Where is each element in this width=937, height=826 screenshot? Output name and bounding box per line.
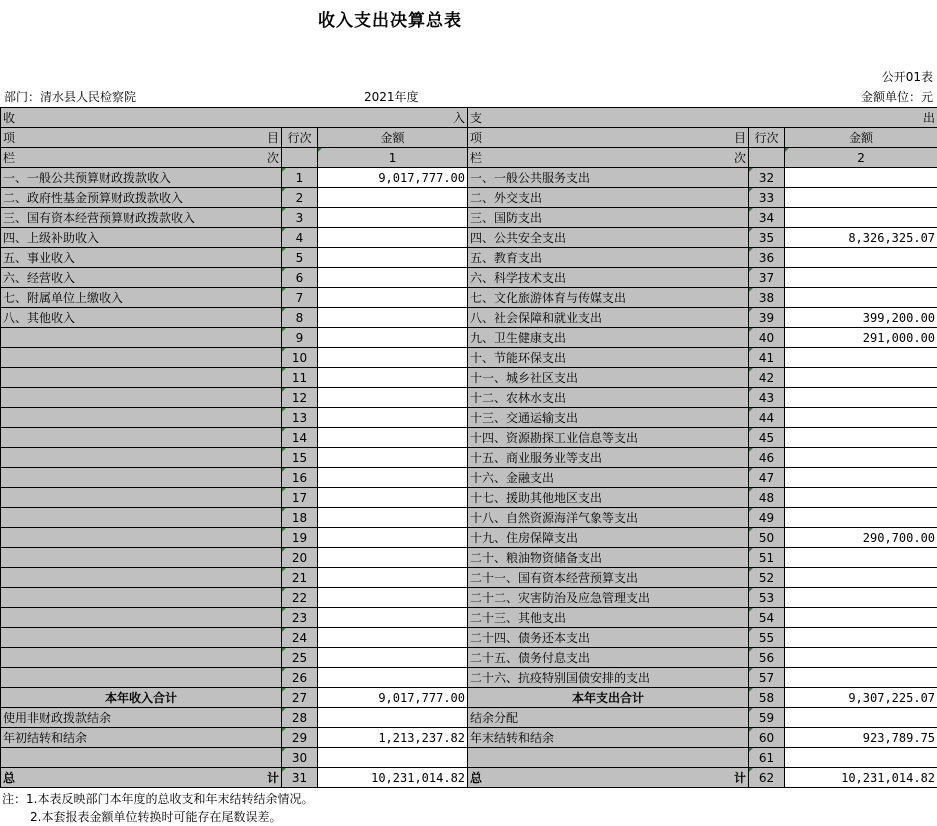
expense-rowno-cell: 40 (749, 328, 785, 348)
income-rowno-cell: 30 (282, 748, 318, 768)
income-item-cell (1, 388, 282, 408)
footnote-1: 注：1.本表反映部门本年度的总收支和年末结转结余情况。 (2, 792, 314, 806)
income-rowno-cell: 29 (282, 728, 318, 748)
expense-item-cell: 年末结转和结余 (468, 728, 749, 748)
total-left: 总 (470, 770, 483, 785)
expense-rowno-cell: 47 (749, 468, 785, 488)
report-meta (0, 88, 937, 106)
income-item-cell (1, 508, 282, 528)
expense-rowno-cell: 52 (749, 568, 785, 588)
income-item-cell: 八、其他收入 (1, 308, 282, 328)
expense-rowno-header: 行次 (749, 128, 785, 148)
table-row (1, 628, 937, 648)
expense-amount-cell (785, 548, 937, 568)
income-rowno-cell: 9 (282, 328, 318, 348)
income-amount-cell (318, 268, 468, 288)
income-amount-cell (318, 608, 468, 628)
table-row (1, 708, 937, 728)
expense-amount-cell (785, 488, 937, 508)
income-subtotal-rowno: 27 (282, 688, 318, 708)
income-rowno-header: 行次 (282, 128, 318, 148)
header-row-columns (1, 148, 937, 168)
expense-amount-cell (785, 748, 937, 768)
income-rowno-cell: 23 (282, 608, 318, 628)
table-footer (1, 688, 937, 708)
column-header-left: 栏 (470, 150, 483, 165)
item-header-left: 项 (3, 130, 16, 145)
income-rowno-cell: 11 (282, 368, 318, 388)
income-amount-cell (318, 428, 468, 448)
expense-item-cell: 二十六、抗疫特别国债安排的支出 (468, 668, 749, 688)
income-amount-cell (318, 448, 468, 468)
income-item-cell: 七、附属单位上缴收入 (1, 288, 282, 308)
expense-rowno-cell: 33 (749, 188, 785, 208)
income-amount-cell (318, 628, 468, 648)
income-rowno-cell: 17 (282, 488, 318, 508)
table-row (1, 728, 937, 748)
income-item-cell (1, 568, 282, 588)
expense-item-cell: 结余分配 (468, 708, 749, 728)
table-row (1, 388, 937, 408)
total-row (1, 768, 937, 788)
expense-subtotal-rowno: 58 (749, 688, 785, 708)
income-rowno-cell: 19 (282, 528, 318, 548)
income-expense-table (0, 107, 937, 788)
income-amount-cell (318, 328, 468, 348)
income-item-cell (1, 548, 282, 568)
income-rowno-cell: 8 (282, 308, 318, 328)
income-amount-cell (318, 748, 468, 768)
expense-rowno-cell: 48 (749, 488, 785, 508)
income-item-cell (1, 348, 282, 368)
expense-rowno-cell: 38 (749, 288, 785, 308)
header-row-items (1, 128, 937, 148)
income-item-cell (1, 408, 282, 428)
income-item-cell (1, 468, 282, 488)
income-rowno-cell: 1 (282, 168, 318, 188)
expense-amount-cell (785, 368, 937, 388)
subtotal-row (1, 688, 937, 708)
expense-amount-cell (785, 588, 937, 608)
income-amount-cell (318, 308, 468, 328)
table-row (1, 408, 937, 428)
income-item-cell (1, 528, 282, 548)
income-total-amount: 10,231,014.82 (318, 768, 468, 788)
income-amount-header: 金额 (318, 128, 468, 148)
income-header-left: 收 (3, 110, 16, 125)
fiscal-year: 2021年度 (364, 90, 419, 104)
expense-total-rowno: 62 (749, 768, 785, 788)
table-row (1, 488, 937, 508)
income-amount-cell (318, 648, 468, 668)
expense-amount-cell: 8,326,325.07 (785, 228, 937, 248)
income-item-cell: 五、事业收入 (1, 248, 282, 268)
income-header-right: 入 (453, 110, 466, 125)
column-header-right: 次 (266, 150, 279, 165)
expense-amount-cell: 291,000.00 (785, 328, 937, 348)
table-row (1, 668, 937, 688)
income-item-cell: 四、上级补助收入 (1, 228, 282, 248)
income-item-cell: 二、政府性基金预算财政拨款收入 (1, 188, 282, 208)
table-row (1, 288, 937, 308)
income-item-cell (1, 588, 282, 608)
expense-rowno-cell: 56 (749, 648, 785, 668)
expense-item-cell: 九、卫生健康支出 (468, 328, 749, 348)
expense-rowno-cell: 39 (749, 308, 785, 328)
expense-rowno-cell: 50 (749, 528, 785, 548)
income-column-header (1, 148, 282, 168)
table-row (1, 188, 937, 208)
income-item-cell (1, 368, 282, 388)
table-row (1, 588, 937, 608)
table-row (1, 168, 937, 188)
income-amount-cell (318, 208, 468, 228)
expense-rowno-cell: 35 (749, 228, 785, 248)
income-rowno-cell: 26 (282, 668, 318, 688)
expense-item-cell: 二、外交支出 (468, 188, 749, 208)
income-total-label (1, 768, 282, 788)
expense-subtotal-label: 本年支出合计 (468, 688, 749, 708)
income-amount-cell (318, 228, 468, 248)
table-row (1, 368, 937, 388)
income-amount-cell (318, 408, 468, 428)
table-row (1, 508, 937, 528)
expense-rowno-cell: 46 (749, 448, 785, 468)
income-amount-cell (318, 588, 468, 608)
header-row-income-expense (1, 108, 937, 128)
income-rowno-cell: 14 (282, 428, 318, 448)
income-item-cell: 使用非财政拨款结余 (1, 708, 282, 728)
expense-amount-cell (785, 208, 937, 228)
expense-column-header (468, 148, 749, 168)
income-rowno-cell: 4 (282, 228, 318, 248)
expense-rowno-cell: 43 (749, 388, 785, 408)
income-rowno-cell: 21 (282, 568, 318, 588)
expense-item-cell: 十六、金融支出 (468, 468, 749, 488)
income-item-cell (1, 428, 282, 448)
income-rowno-cell: 24 (282, 628, 318, 648)
expense-rowno-cell: 42 (749, 368, 785, 388)
income-item-cell (1, 668, 282, 688)
income-rowno-cell: 7 (282, 288, 318, 308)
table-tail (1, 708, 937, 768)
income-item-cell (1, 748, 282, 768)
table-row (1, 308, 937, 328)
expense-item-cell: 一、一般公共服务支出 (468, 168, 749, 188)
expense-amount-cell (785, 388, 937, 408)
income-item-cell: 三、国有资本经营预算财政拨款收入 (1, 208, 282, 228)
table-row (1, 468, 937, 488)
income-amount-cell (318, 248, 468, 268)
expense-header-right: 出 (923, 110, 936, 125)
income-item-cell: 年初结转和结余 (1, 728, 282, 748)
expense-amount-cell (785, 668, 937, 688)
expense-rowno-cell: 60 (749, 728, 785, 748)
expense-column-blank (749, 148, 785, 168)
expense-item-cell: 三、国防支出 (468, 208, 749, 228)
expense-item-cell: 十、节能环保支出 (468, 348, 749, 368)
expense-item-cell: 四、公共安全支出 (468, 228, 749, 248)
expense-subtotal-amount: 9,307,225.07 (785, 688, 937, 708)
expense-item-cell (468, 748, 749, 768)
income-item-cell (1, 628, 282, 648)
table-row (1, 328, 937, 348)
income-rowno-cell: 18 (282, 508, 318, 528)
income-subtotal-label: 本年收入合计 (1, 688, 282, 708)
income-rowno-cell: 10 (282, 348, 318, 368)
expense-amount-cell (785, 348, 937, 368)
income-item-cell (1, 328, 282, 348)
income-item-header (1, 128, 282, 148)
expense-rowno-cell: 37 (749, 268, 785, 288)
income-amount-cell (318, 368, 468, 388)
expense-amount-cell (785, 628, 937, 648)
expense-rowno-cell: 32 (749, 168, 785, 188)
expense-amount-cell (785, 188, 937, 208)
expense-header-cell (468, 108, 937, 128)
income-rowno-cell: 25 (282, 648, 318, 668)
income-amount-cell: 9,017,777.00 (318, 168, 468, 188)
total-left: 总 (3, 770, 16, 785)
income-item-cell (1, 648, 282, 668)
table-body (1, 168, 937, 688)
expense-item-cell: 十五、商业服务业等支出 (468, 448, 749, 468)
table-row (1, 568, 937, 588)
table-row (1, 428, 937, 448)
expense-rowno-cell: 59 (749, 708, 785, 728)
income-rowno-cell: 2 (282, 188, 318, 208)
expense-item-cell: 十二、农林水支出 (468, 388, 749, 408)
expense-column-number: 2 (785, 148, 937, 168)
expense-amount-cell (785, 268, 937, 288)
footnote-2: 2.本套报表金额单位转换时可能存在尾数误差。 (30, 810, 282, 824)
table-row (1, 348, 937, 368)
item-header-left: 项 (470, 130, 483, 145)
expense-item-cell: 十四、资源勘探工业信息等支出 (468, 428, 749, 448)
footnotes (2, 790, 313, 826)
expense-total-amount: 10,231,014.82 (785, 768, 937, 788)
expense-item-cell: 十一、城乡社区支出 (468, 368, 749, 388)
income-column-blank (282, 148, 318, 168)
income-rowno-cell: 12 (282, 388, 318, 408)
expense-amount-cell (785, 448, 937, 468)
income-amount-cell (318, 468, 468, 488)
expense-amount-cell: 923,789.75 (785, 728, 937, 748)
expense-amount-cell (785, 468, 937, 488)
income-rowno-cell: 6 (282, 268, 318, 288)
table-total (1, 768, 937, 788)
expense-item-cell: 二十五、债务付息支出 (468, 648, 749, 668)
income-amount-cell (318, 508, 468, 528)
department-label: 部门：清水县人民检察院 (4, 90, 137, 104)
table-row (1, 548, 937, 568)
expense-rowno-cell: 41 (749, 348, 785, 368)
total-right: 计 (266, 770, 279, 785)
expense-rowno-cell: 34 (749, 208, 785, 228)
income-amount-cell (318, 288, 468, 308)
expense-amount-cell: 290,700.00 (785, 528, 937, 548)
expense-amount-cell (785, 408, 937, 428)
expense-amount-cell (785, 708, 937, 728)
item-header-right: 目 (734, 130, 747, 145)
income-rowno-cell: 13 (282, 408, 318, 428)
expense-rowno-cell: 36 (749, 248, 785, 268)
income-item-cell (1, 448, 282, 468)
income-item-cell: 六、经营收入 (1, 268, 282, 288)
expense-item-cell: 七、文化旅游体育与传媒支出 (468, 288, 749, 308)
income-rowno-cell: 22 (282, 588, 318, 608)
expense-item-cell: 十九、住房保障支出 (468, 528, 749, 548)
income-rowno-cell: 15 (282, 448, 318, 468)
expense-item-cell: 二十二、灾害防治及应急管理支出 (468, 588, 749, 608)
table-row (1, 248, 937, 268)
income-subtotal-amount: 9,017,777.00 (318, 688, 468, 708)
expense-item-cell: 二十四、债务还本支出 (468, 628, 749, 648)
table-row (1, 208, 937, 228)
expense-rowno-cell: 51 (749, 548, 785, 568)
expense-amount-cell (785, 168, 937, 188)
income-amount-cell (318, 348, 468, 368)
expense-item-cell: 二十、粮油物资储备支出 (468, 548, 749, 568)
expense-amount-cell (785, 608, 937, 628)
income-amount-cell (318, 568, 468, 588)
expense-rowno-cell: 44 (749, 408, 785, 428)
income-rowno-cell: 3 (282, 208, 318, 228)
expense-rowno-cell: 49 (749, 508, 785, 528)
table-row (1, 528, 937, 548)
income-amount-cell (318, 188, 468, 208)
expense-amount-cell (785, 248, 937, 268)
expense-item-cell: 二十三、其他支出 (468, 608, 749, 628)
table-row (1, 228, 937, 248)
income-amount-cell (318, 388, 468, 408)
income-rowno-cell: 20 (282, 548, 318, 568)
table-row (1, 448, 937, 468)
table-row (1, 268, 937, 288)
item-header-right: 目 (266, 130, 279, 145)
expense-amount-cell (785, 428, 937, 448)
income-amount-cell (318, 668, 468, 688)
income-item-cell (1, 488, 282, 508)
report-title: 收入支出决算总表 (318, 11, 462, 31)
expense-amount-cell (785, 648, 937, 668)
expense-amount-cell (785, 568, 937, 588)
income-amount-cell: 1,213,237.82 (318, 728, 468, 748)
expense-amount-header: 金额 (785, 128, 937, 148)
income-amount-cell (318, 708, 468, 728)
expense-total-label (468, 768, 749, 788)
expense-item-cell: 十七、援助其他地区支出 (468, 488, 749, 508)
form-number: 公开01表 (881, 70, 933, 84)
table-row (1, 608, 937, 628)
income-amount-cell (318, 528, 468, 548)
income-rowno-cell: 16 (282, 468, 318, 488)
expense-header-left: 支 (470, 110, 483, 125)
amount-unit: 金额单位：元 (860, 90, 933, 104)
income-item-cell (1, 608, 282, 628)
expense-item-cell: 六、科学技术支出 (468, 268, 749, 288)
income-amount-cell (318, 488, 468, 508)
income-item-cell: 一、一般公共预算财政拨款收入 (1, 168, 282, 188)
income-header-cell (1, 108, 468, 128)
expense-amount-cell (785, 288, 937, 308)
income-total-rowno: 31 (282, 768, 318, 788)
expense-amount-cell (785, 508, 937, 528)
column-header-right: 次 (734, 150, 747, 165)
expense-item-cell: 八、社会保障和就业支出 (468, 308, 749, 328)
expense-item-cell: 十三、交通运输支出 (468, 408, 749, 428)
expense-rowno-cell: 53 (749, 588, 785, 608)
expense-item-header (468, 128, 749, 148)
expense-rowno-cell: 54 (749, 608, 785, 628)
expense-rowno-cell: 45 (749, 428, 785, 448)
column-header-left: 栏 (3, 150, 16, 165)
expense-item-cell: 二十一、国有资本经营预算支出 (468, 568, 749, 588)
total-right: 计 (734, 770, 747, 785)
expense-item-cell: 五、教育支出 (468, 248, 749, 268)
table-row (1, 648, 937, 668)
expense-rowno-cell: 55 (749, 628, 785, 648)
expense-rowno-cell: 61 (749, 748, 785, 768)
expense-rowno-cell: 57 (749, 668, 785, 688)
income-rowno-cell: 28 (282, 708, 318, 728)
income-column-number: 1 (318, 148, 468, 168)
expense-item-cell: 十八、自然资源海洋气象等支出 (468, 508, 749, 528)
income-amount-cell (318, 548, 468, 568)
expense-amount-cell: 399,200.00 (785, 308, 937, 328)
income-rowno-cell: 5 (282, 248, 318, 268)
table-row (1, 748, 937, 768)
